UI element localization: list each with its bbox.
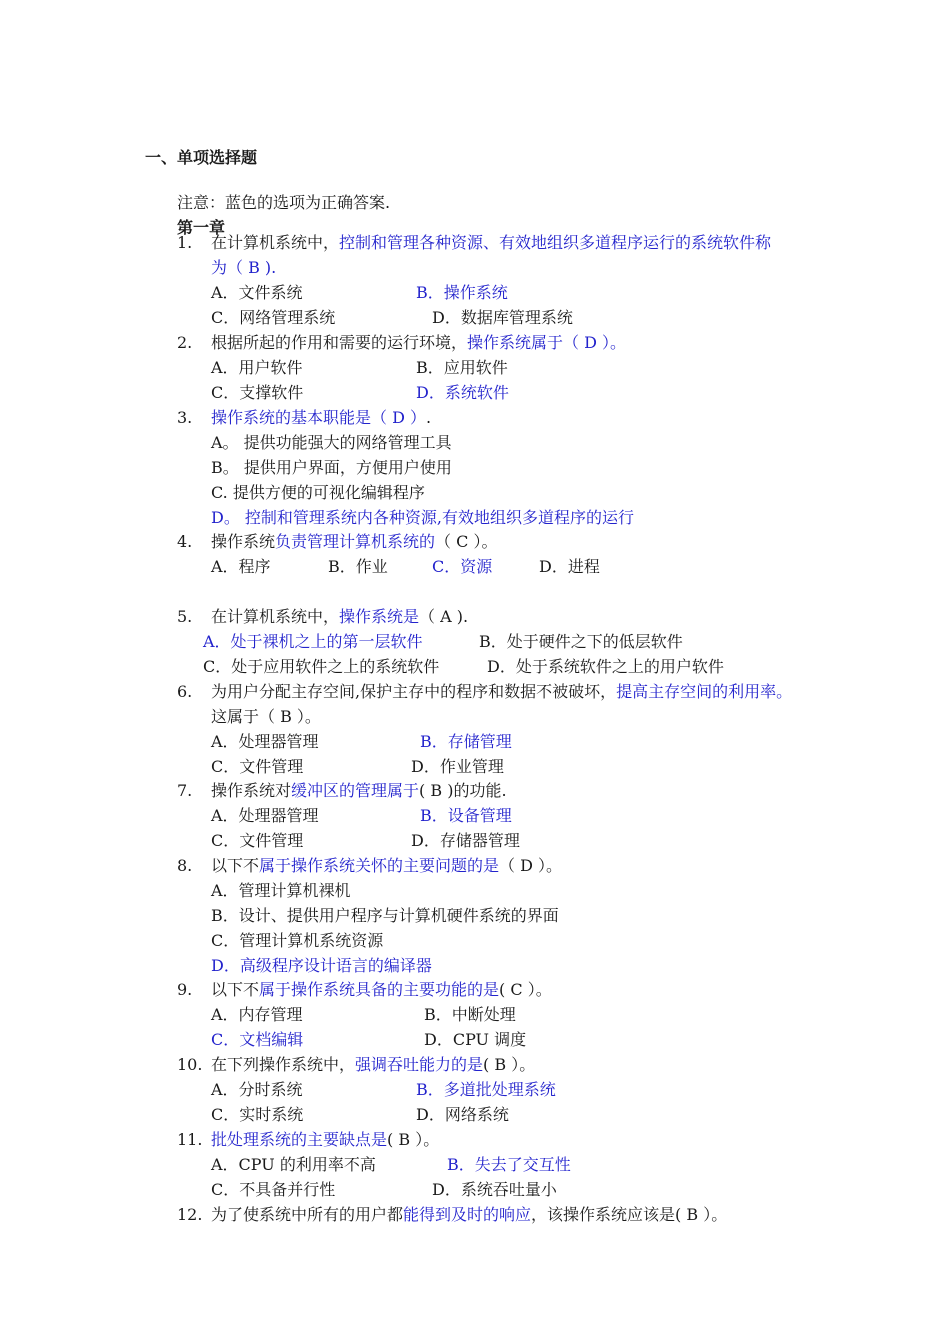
answer-highlight-text: 提高主存空间的利用率。 <box>616 682 793 701</box>
answer-option: C．实时系统 <box>211 1105 304 1124</box>
answer-option: D．系统吞吐量小 <box>432 1180 557 1199</box>
answer-option: A．分时系统 <box>211 1080 303 1099</box>
stem-text: （ C ）。 <box>435 532 498 551</box>
answer-option: D．存储器管理 <box>411 831 520 850</box>
correct-option: B．多道批处理系统 <box>416 1080 556 1099</box>
answer-highlight-text: 操作系统属于（ D ）。 <box>467 333 627 352</box>
answer-option: C．不具备并行性 <box>211 1180 336 1199</box>
correct-option: B．操作系统 <box>416 283 508 302</box>
question-number: 1. <box>177 233 193 252</box>
answer-option: D．CPU 调度 <box>424 1030 527 1049</box>
answer-option: B．应用软件 <box>416 358 508 377</box>
answer-option: D．进程 <box>539 557 600 576</box>
chapter-title: 第一章 <box>177 218 226 237</box>
question-stem <box>211 1205 727 1225</box>
stem-text: 操作系统对 <box>211 781 292 800</box>
question-number: 4. <box>177 532 193 551</box>
question-stem-continued <box>211 258 276 278</box>
answer-option: D．数据库管理系统 <box>432 308 573 327</box>
answer-highlight-text: 控制和管理各种资源、有效地组织多道程序运行的系统软件称 <box>339 233 772 252</box>
question-stem <box>211 408 431 428</box>
answer-option: B．作业 <box>328 557 388 576</box>
question-number: 6. <box>177 682 193 701</box>
correct-option: A．处于裸机之上的第一层软件 <box>203 632 423 651</box>
question-number: 9. <box>177 980 193 999</box>
question-number: 12. <box>177 1205 203 1224</box>
stem-text: ( B ）。 <box>483 1055 536 1074</box>
correct-option: D。 控制和管理系统内各种资源,有效地组织多道程序的运行 <box>211 508 635 527</box>
answer-option: A。 提供功能强大的网络管理工具 <box>211 433 452 452</box>
answer-option: A．CPU 的利用率不高 <box>211 1155 376 1174</box>
answer-highlight-text: 强调吞吐能力的是 <box>355 1055 484 1074</box>
answer-option: C．网络管理系统 <box>211 308 336 327</box>
question-stem <box>211 1130 439 1150</box>
question-stem <box>211 856 562 876</box>
answer-highlight-text: 属于操作系统关怀的主要问题的是 <box>259 856 500 875</box>
stem-text: 以下不 <box>211 980 260 999</box>
answer-option: B．处于硬件之下的低层软件 <box>479 632 683 651</box>
answer-option: C．处于应用软件之上的系统软件 <box>203 657 440 676</box>
correct-option: D．高级程序设计语言的编译器 <box>211 956 432 975</box>
stem-text: ，该操作系统应该是( B ）。 <box>531 1205 728 1224</box>
question-stem <box>211 233 771 253</box>
stem-text: 为了使系统中所有的用户都 <box>211 1205 404 1224</box>
answer-option: A．管理计算机裸机 <box>211 881 351 900</box>
answer-option: A．处理器管理 <box>211 732 319 751</box>
answer-highlight-text: 操作系统是 <box>339 607 420 626</box>
answer-highlight-text: 批处理系统的主要缺点是 <box>211 1130 388 1149</box>
correct-option: C．资源 <box>432 557 493 576</box>
section-title: 一、单项选择题 <box>145 148 258 167</box>
correct-option: C．文档编辑 <box>211 1030 304 1049</box>
stem-text: （ A ). <box>419 607 469 626</box>
answer-highlight-text: 属于操作系统具备的主要功能的是 <box>259 980 500 999</box>
question-number: 10. <box>177 1055 203 1074</box>
answer-option: A．文件系统 <box>211 283 303 302</box>
question-stem-continued <box>211 707 321 727</box>
correct-option: B．设备管理 <box>420 806 512 825</box>
stem-text: ( C ）。 <box>499 980 552 999</box>
stem-text: 操作系统 <box>211 532 276 551</box>
answer-option: C．文件管理 <box>211 831 304 850</box>
answer-option: A．用户软件 <box>211 358 303 377</box>
answer-option: C．支撑软件 <box>211 383 304 402</box>
answer-highlight-text: 为（ B ). <box>211 258 277 277</box>
answer-option: C．管理计算机系统资源 <box>211 931 384 950</box>
question-number: 8. <box>177 856 193 875</box>
question-number: 5. <box>177 607 193 626</box>
answer-option: B．中断处理 <box>424 1005 516 1024</box>
answer-option: C. 提供方便的可视化编辑程序 <box>211 483 425 502</box>
question-stem <box>211 532 497 552</box>
answer-option: B。 提供用户界面，方便用户使用 <box>211 458 452 477</box>
answer-option: D．网络系统 <box>416 1105 509 1124</box>
answer-option: A．内存管理 <box>211 1005 303 1024</box>
answer-option: C．文件管理 <box>211 757 304 776</box>
question-stem <box>211 682 792 702</box>
answer-option: A．程序 <box>211 557 271 576</box>
stem-text: 在计算机系统中， <box>211 607 340 626</box>
question-stem <box>211 1055 535 1075</box>
answer-highlight-text: 能得到及时的响应 <box>403 1205 532 1224</box>
question-number: 3. <box>177 408 193 427</box>
answer-option: A．处理器管理 <box>211 806 319 825</box>
answer-option: D．作业管理 <box>411 757 504 776</box>
question-stem <box>211 607 468 627</box>
stem-text: 以下不 <box>211 856 260 875</box>
question-number: 2. <box>177 333 193 352</box>
stem-text: ( B )的功能. <box>419 781 507 800</box>
question-stem <box>211 781 507 801</box>
correct-option: B．失去了交互性 <box>447 1155 571 1174</box>
question-stem <box>211 980 552 1000</box>
stem-text: 在下列操作系统中， <box>211 1055 356 1074</box>
correct-option: D．系统软件 <box>416 383 509 402</box>
question-stem <box>211 333 626 353</box>
stem-text: . <box>426 408 432 427</box>
stem-text: 根据所起的作用和需要的运行环境， <box>211 333 468 352</box>
answer-option: B．设计、提供用户程序与计算机硬件系统的界面 <box>211 906 559 925</box>
correct-option: B．存储管理 <box>420 732 512 751</box>
answer-highlight-text: 操作系统的基本职能是（ D ） <box>211 408 427 427</box>
stem-text: 在计算机系统中， <box>211 233 340 252</box>
stem-text: 为用户分配主存空间,保护主存中的程序和数据不被破坏， <box>211 682 617 701</box>
stem-text: （ D ）。 <box>499 856 563 875</box>
stem-text: ( B ）。 <box>387 1130 440 1149</box>
question-number: 7. <box>177 781 193 800</box>
answer-highlight-text: 负责管理计算机系统的 <box>275 532 436 551</box>
answer-note: 注意：蓝色的选项为正确答案. <box>177 193 391 212</box>
question-number: 11. <box>177 1130 203 1149</box>
answer-option: D．处于系统软件之上的用户软件 <box>487 657 724 676</box>
answer-highlight-text: 缓冲区的管理属于 <box>291 781 420 800</box>
stem-text: 这属于（ B ）。 <box>211 707 321 726</box>
